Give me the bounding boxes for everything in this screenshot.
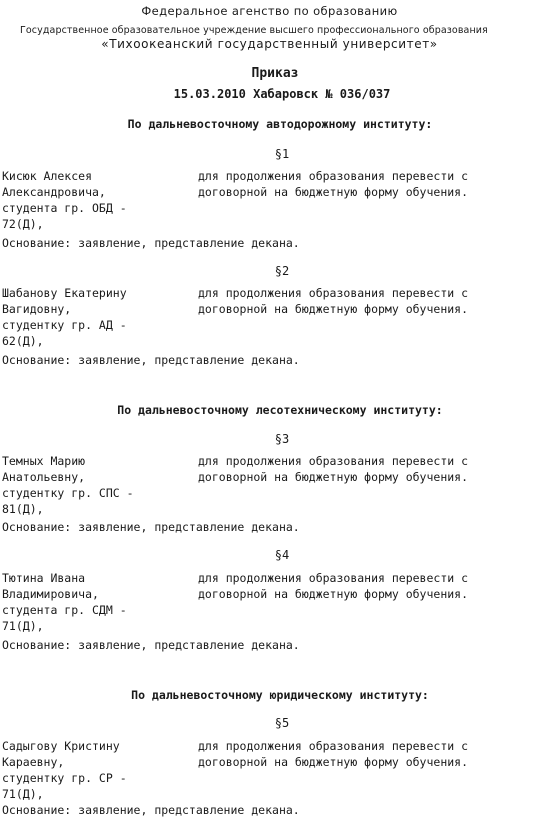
decision-line: для продолжения образования перевести с	[198, 286, 469, 300]
student-group-line: 71(Д),	[2, 787, 44, 801]
student-name-line: Владимировича,	[2, 587, 99, 601]
order-date-number: 15.03.2010 Хабаровск № 036/037	[173, 87, 391, 101]
paragraph-number: §2	[274, 264, 290, 278]
student-name-line: Тютина Ивана	[2, 571, 86, 585]
decision-line: для продолжения образования перевести с	[198, 454, 469, 468]
student-name-line: Александровича,	[2, 185, 106, 199]
institute-heading: По дальневосточному юридическому институту:	[131, 688, 429, 702]
paragraph-number: §1	[274, 147, 290, 161]
basis-line: Основание: заявление, представление декана.	[2, 353, 300, 367]
student-name-line: Вагидовну,	[2, 302, 72, 316]
institution-type: Государственное образовательное учреждение высшего профессионального образования	[20, 25, 488, 36]
decision-line: договорной на бюджетную форму обучения.	[198, 302, 469, 316]
paragraph-number: §4	[274, 548, 290, 562]
university-name: «Тихоокеанский государственный университет»	[101, 37, 438, 51]
student-name-line: Караевну,	[2, 755, 65, 769]
decision-line: договорной на бюджетную форму обучения.	[198, 470, 469, 484]
student-name-line: Темных Марию	[2, 454, 86, 468]
decision-line: для продолжения образования перевести с	[198, 571, 469, 585]
basis-line: Основание: заявление, представление декана.	[2, 638, 300, 652]
decision-line: для продолжения образования перевести с	[198, 739, 469, 753]
paragraph-number: §5	[274, 716, 290, 730]
student-group-line: 72(Д),	[2, 217, 44, 231]
student-group-line: 81(Д),	[2, 502, 44, 516]
order-title: Приказ	[251, 66, 299, 81]
student-name-line: Шабанову Екатерину	[2, 286, 127, 300]
basis-line: Основание: заявление, представление декана.	[2, 520, 300, 534]
basis-line: Основание: заявление, представление декана.	[2, 236, 300, 250]
student-group-line: 62(Д),	[2, 334, 44, 348]
basis-line: Основание: заявление, представление декана.	[2, 803, 300, 817]
student-group-line: студентку гр. СР -	[2, 771, 127, 785]
student-group-line: студента гр. СДМ -	[2, 603, 127, 617]
agency-name: Федеральное агенство по образованию	[141, 4, 398, 18]
student-group-line: студентку гр. АД -	[2, 318, 127, 332]
institute-heading: По дальневосточному автодорожному институту:	[127, 117, 433, 131]
student-name-line: Кисюк Алексея	[2, 169, 93, 183]
student-group-line: студентку гр. СПС -	[2, 486, 134, 500]
decision-line: для продолжения образования перевести с	[198, 169, 469, 183]
decision-line: договорной на бюджетную форму обучения.	[198, 587, 469, 601]
student-name-line: Анатольевну,	[2, 470, 86, 484]
student-name-line: Садыгову Кристину	[2, 739, 120, 753]
student-group-line: 71(Д),	[2, 619, 44, 633]
paragraph-number: §3	[274, 432, 290, 446]
decision-line: договорной на бюджетную форму обучения.	[198, 755, 469, 769]
decision-line: договорной на бюджетную форму обучения.	[198, 185, 469, 199]
student-group-line: студента гр. ОБД -	[2, 201, 127, 215]
institute-heading: По дальневосточному лесотехническому институту:	[117, 403, 443, 417]
